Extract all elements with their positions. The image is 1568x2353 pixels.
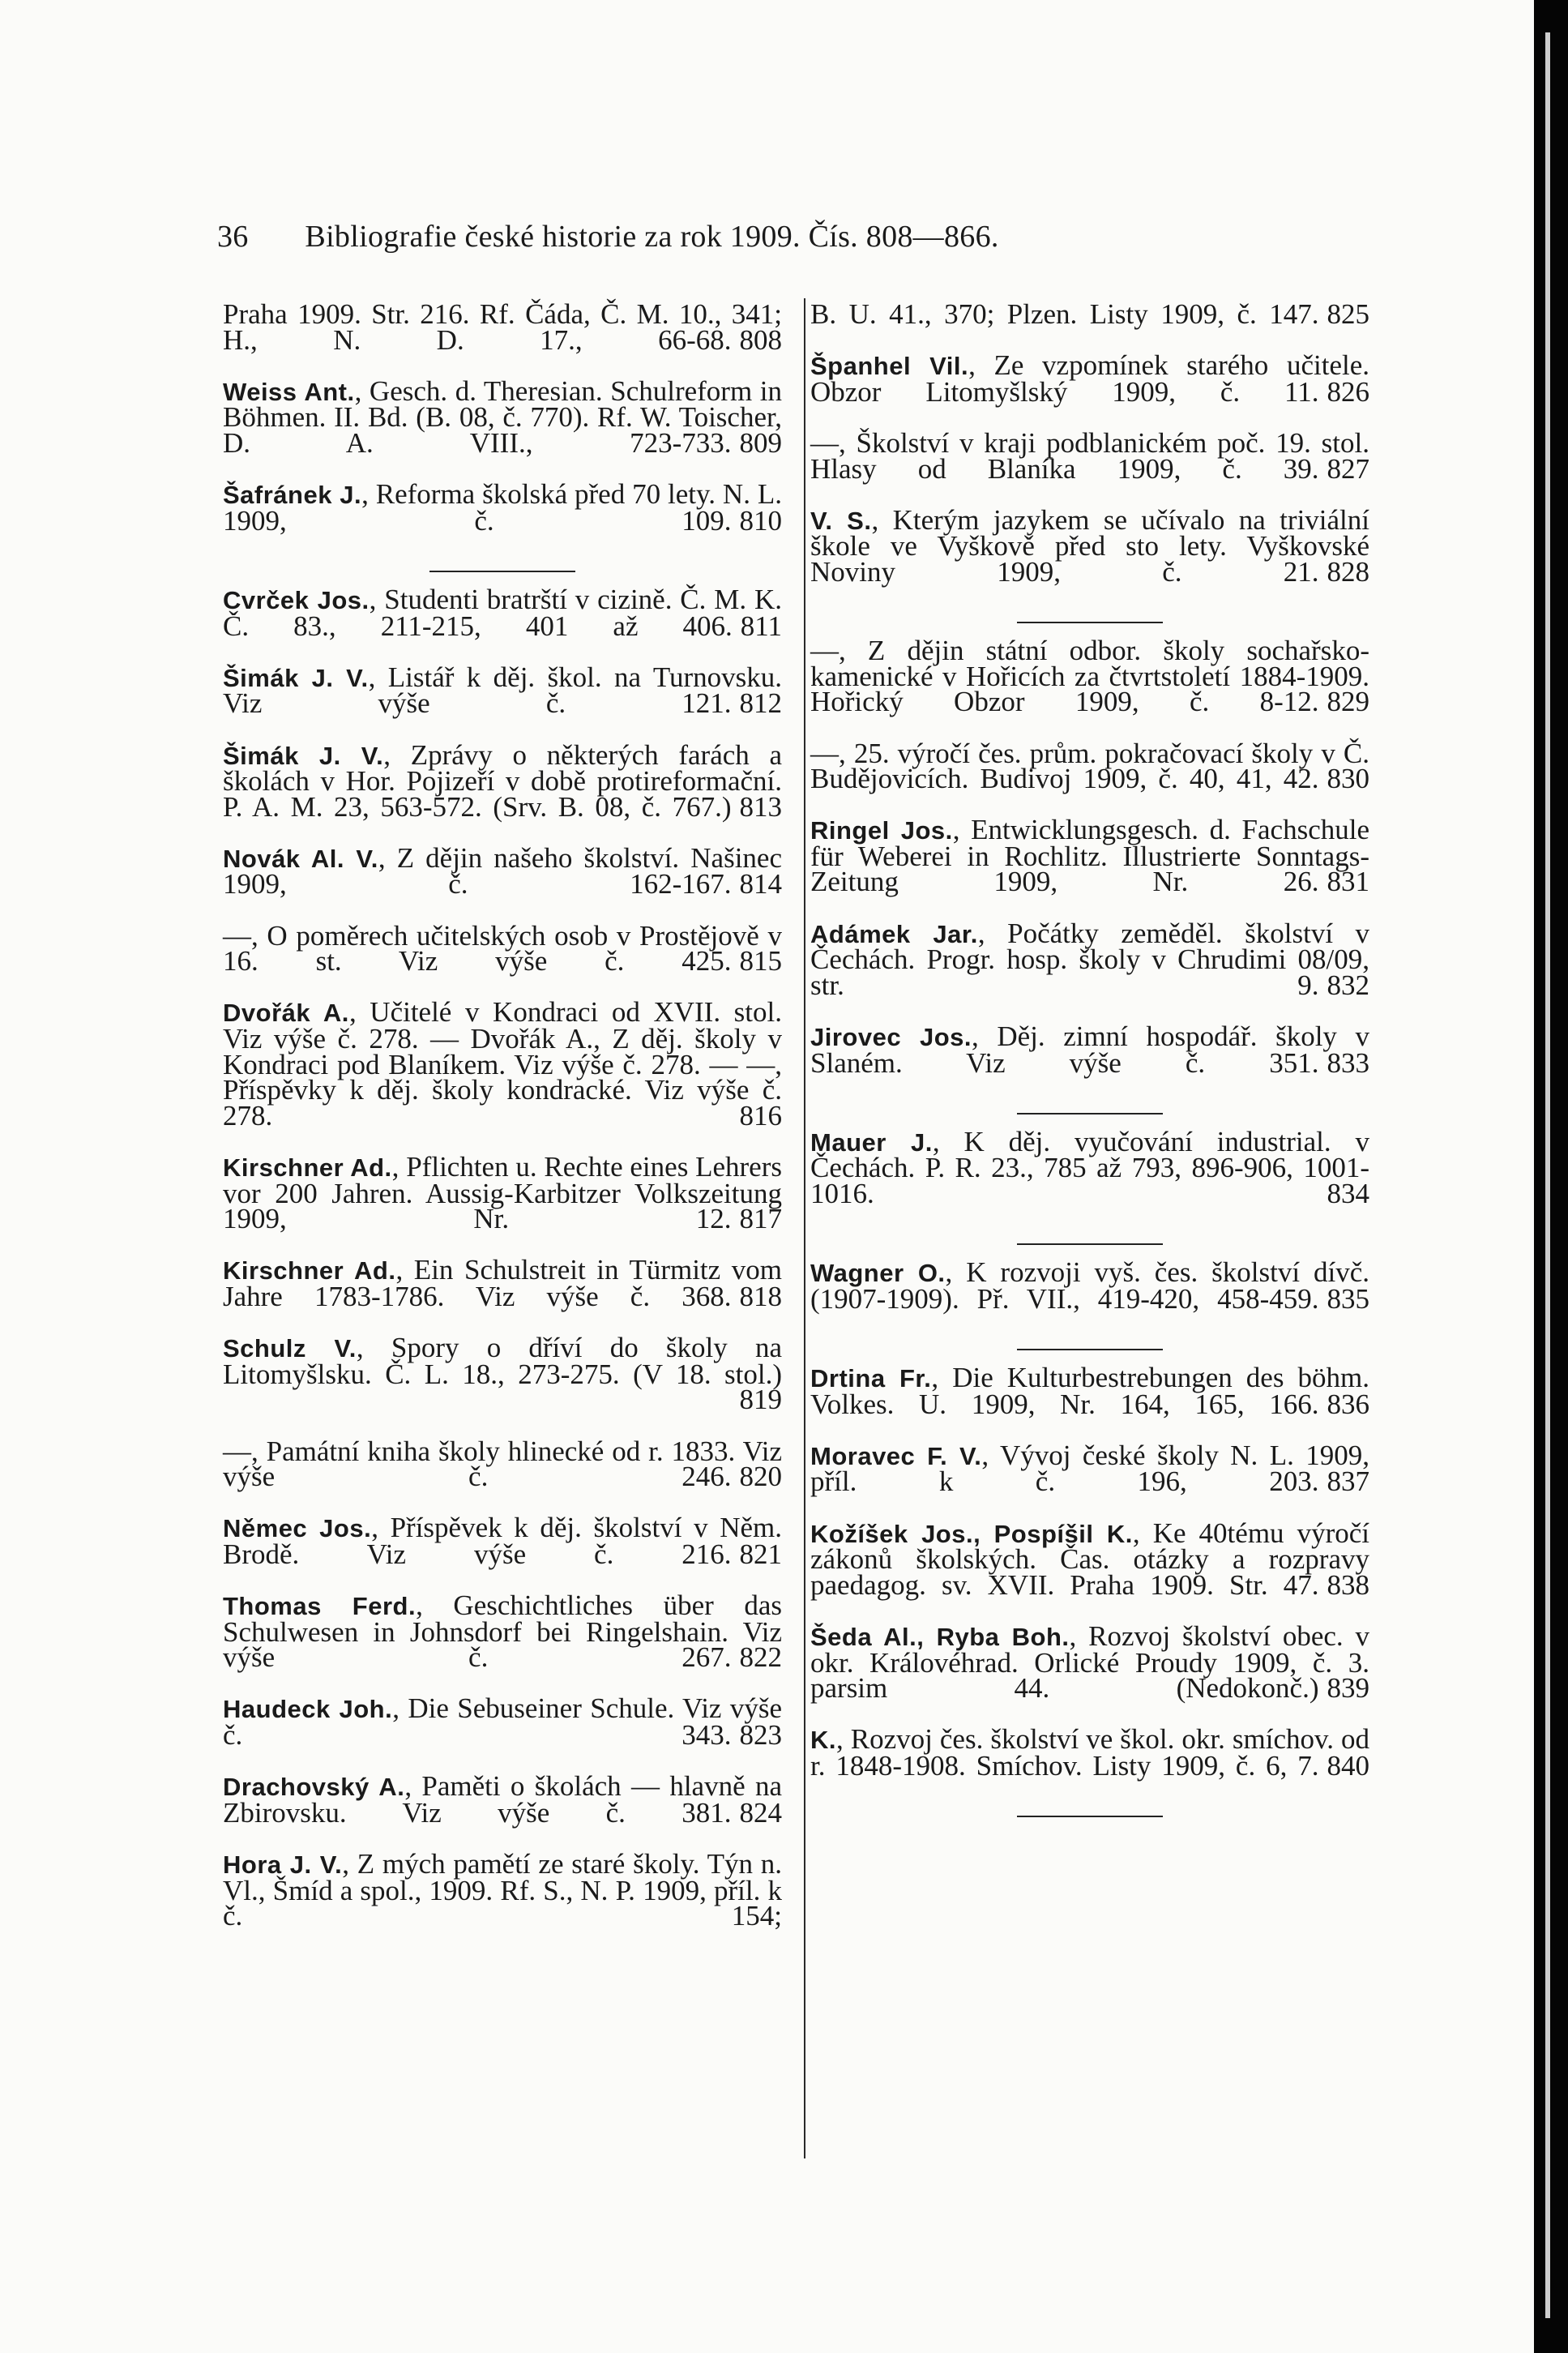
entry-text: —, Památní kniha školy hlinecké od r. 1833. Viz výše č. 246. bbox=[223, 1435, 782, 1493]
entry-text: , Z dějin našeho školství. Našinec 1909, č. 162-167. bbox=[223, 841, 782, 901]
author-name: Šimák J. V. bbox=[223, 741, 384, 770]
author-name: Kirschner Ad. bbox=[223, 1256, 396, 1286]
bibliography-entry bbox=[223, 1512, 782, 1593]
entry-text: , Učitelé v Kondraci od XVII. stol. Viz výše č. 278. — Dvořák A., Z děj. školy v Kondraci pod Blaníkem. Viz výše č. 278. — —, Příspěvky k děj. školy kondracké. Viz výše č. 278. bbox=[223, 996, 782, 1132]
bibliography-entry bbox=[223, 478, 782, 559]
author-name: Šimák J. V. bbox=[223, 663, 369, 692]
scan-edge bbox=[1534, 0, 1568, 2353]
entry-number: 840 bbox=[1327, 1749, 1369, 1782]
entry-number: 837 bbox=[1327, 1465, 1369, 1498]
entry-number: 825 bbox=[1327, 298, 1369, 330]
entry-number: 831 bbox=[1327, 866, 1369, 898]
bibliography-entry bbox=[223, 996, 782, 1154]
entry-text: , Studenti bratrští v cizině. Č. M. K. Č. 83., 211-215, 401 až 406. bbox=[223, 583, 783, 642]
bibliography-entry bbox=[810, 1517, 1369, 1624]
bibliography-entry bbox=[810, 1723, 1369, 1804]
bibliography-entry bbox=[223, 1692, 783, 1773]
section-separator bbox=[1017, 622, 1163, 623]
entry-number: 814 bbox=[739, 868, 782, 901]
bibliography-entry bbox=[223, 583, 783, 665]
bibliography-entry bbox=[223, 1848, 782, 1954]
entry-number: 823 bbox=[739, 1719, 782, 1752]
entry-number: 819 bbox=[739, 1384, 782, 1416]
entry-text: , Die Kulturbestrebungen des böhm. Volkes. U. 1909, Nr. 164, 165, 166. bbox=[810, 1361, 1369, 1420]
entry-number: 808 bbox=[739, 323, 782, 356]
entry-text: , Zprávy o některých farách a školách v Hor. Pojizeří v době protireformační. P. A. M. 23, 563-572. (Srv. B. 08, č. 767.) bbox=[223, 738, 782, 823]
section-separator bbox=[1017, 1113, 1163, 1114]
entry-number: 830 bbox=[1327, 763, 1369, 795]
entry-text: , Listář k děj. škol. na Turnovsku. Viz výše č. 121. bbox=[223, 661, 782, 720]
entry-number: 813 bbox=[739, 790, 782, 823]
entry-text: , Paměti o školách — hlavně na Zbirovsku. Viz výše č. 381. bbox=[223, 1770, 782, 1829]
author-name: K. bbox=[810, 1726, 836, 1755]
bibliography-entry bbox=[223, 374, 782, 481]
author-name: Němec Jos. bbox=[223, 1514, 372, 1543]
author-name: Novák Al. V. bbox=[223, 844, 378, 873]
entry-number: 818 bbox=[739, 1280, 782, 1312]
bibliography-entry bbox=[223, 661, 782, 742]
entry-number: 838 bbox=[1327, 1568, 1369, 1601]
author-name: Thomas Ferd. bbox=[223, 1592, 417, 1621]
page-number: 36 bbox=[217, 220, 249, 254]
right-column bbox=[810, 298, 1369, 1832]
bibliography-entry bbox=[810, 1619, 1369, 1726]
entry-text: , Rozvoj čes. školství ve škol. okr. smíchov. od r. 1848-1908. Smíchov. Listy 1909, č. 6, 7. bbox=[810, 1723, 1369, 1782]
bibliography-entry bbox=[223, 1254, 783, 1335]
entry-text: —, Z dějin státní odbor. školy sochařsko-kamenické v Hořicích za čtvrtstoletí 1884-1909. Hořický Obzor 1909, č. 8-12. bbox=[810, 635, 1369, 718]
entry-text: , Ke 40tému výročí zákonů školských. Čas. otázky a rozpravy paedagog. sv. XVII. Praha 1909. Str. 47. bbox=[810, 1517, 1369, 1601]
entry-number: 833 bbox=[1327, 1046, 1369, 1079]
entry-number: 816 bbox=[739, 1099, 782, 1132]
entry-text: , Gesch. d. Theresian. Schulreform in Böhmen. II. Bd. (B. 08, č. 770). Rf. W. Toischer, D. A. VIII., 723-733. bbox=[223, 374, 782, 459]
bibliography-entry bbox=[223, 738, 782, 845]
entry-number: 836 bbox=[1327, 1388, 1369, 1420]
entry-text: —, Školství v kraji podblanickém poč. 19. stol. Hlasy od Blaníka 1909, č. 39. bbox=[810, 426, 1369, 485]
column-divider bbox=[804, 298, 805, 2158]
bibliography-entry bbox=[223, 1332, 782, 1438]
entry-number: 835 bbox=[1327, 1282, 1369, 1315]
entry-text: , Entwicklungsgesch. d. Fachschule für Weberei in Rochlitz. Illustrierte Sonntags-Zeitung 1909, Nr. 26. bbox=[810, 814, 1369, 898]
author-name: Wagner O. bbox=[810, 1259, 946, 1288]
bibliography-entry bbox=[223, 1435, 782, 1516]
entry-text: , Pflichten u. Rechte eines Lehrers vor 200 Jahren. Aussig-Karbitzer Volkszeitung 1909, Nr. 12. bbox=[223, 1151, 782, 1235]
bibliography-entry bbox=[810, 1256, 1369, 1337]
entry-number: 820 bbox=[739, 1461, 782, 1493]
entry-text: , Ze vzpomínek starého učitele. Obzor Litomyšlský 1909, č. 11. bbox=[810, 349, 1369, 408]
author-name: Jirovec Jos. bbox=[810, 1023, 972, 1052]
section-separator bbox=[1017, 1816, 1163, 1817]
entry-number: 828 bbox=[1327, 555, 1369, 588]
entry-number: 815 bbox=[739, 945, 782, 978]
entry-text: , K rozvoji vyš. čes. školství dívč. (1907-1909). Př. VII., 419-420, 458-459. bbox=[810, 1256, 1369, 1315]
bibliography-entry bbox=[810, 737, 1369, 818]
bibliography-entry bbox=[810, 1020, 1369, 1102]
bibliography-entry bbox=[810, 1361, 1369, 1443]
author-name: Španhel Vil. bbox=[810, 352, 969, 381]
bibliography-entry bbox=[223, 841, 782, 923]
author-name: Moravec F. V. bbox=[810, 1441, 982, 1470]
entry-number: 826 bbox=[1327, 375, 1369, 408]
author-name: Haudeck Joh. bbox=[223, 1695, 393, 1724]
entry-text: , Děj. zimní hospodář. školy v Slaném. Viz výše č. 351. bbox=[810, 1020, 1369, 1079]
entry-text: , Kterým jazykem se učívalo na triviální škole ve Vyškově před sto lety. Vyškovské Noviny 1909, č. 21. bbox=[810, 503, 1369, 588]
entry-text: B. U. 41., 370; Plzen. Listy 1909, č. 147. bbox=[810, 298, 1319, 330]
entry-number: 827 bbox=[1327, 452, 1369, 485]
section-separator bbox=[1017, 1243, 1163, 1245]
entry-number: 824 bbox=[739, 1796, 782, 1829]
bibliography-entry bbox=[810, 426, 1369, 507]
entry-number: 829 bbox=[1327, 686, 1369, 718]
entry-text: —, O poměrech učitelských osob v Prostějově v 16. st. Viz výše č. 425. bbox=[223, 919, 782, 978]
author-name: Kožíšek Jos., Pospíšil K. bbox=[810, 1519, 1133, 1548]
bibliography-entry bbox=[810, 814, 1369, 920]
page-header bbox=[217, 219, 1352, 255]
bibliography-entry bbox=[810, 503, 1369, 610]
entry-number: 832 bbox=[1327, 969, 1369, 1001]
entry-text: , Rozvoj školství obec. v okr. Královéhrad. Orlické Proudy 1909, č. 3. parsim 44. (Nedokonč.) bbox=[810, 1619, 1369, 1705]
entry-text: —, 25. výročí čes. prům. pokračovací školy v Č. Budějovicích. Budivoj 1909, č. 40, 41, 42. bbox=[810, 737, 1369, 795]
entry-number: 822 bbox=[739, 1641, 782, 1674]
entry-text: , Vývoj české školy N. L. 1909, příl. k č. 196, 203. bbox=[810, 1439, 1369, 1498]
entry-text: , Počátky zeměděl. školství v Čechách. Progr. hosp. školy v Chrudimi 08/09, str. 9. bbox=[810, 917, 1369, 1001]
author-name: Šafránek J. bbox=[223, 481, 362, 510]
bibliography-entry bbox=[223, 298, 782, 379]
bibliography-entry bbox=[810, 1125, 1369, 1232]
author-name: Schulz V. bbox=[223, 1334, 357, 1363]
entry-number: 834 bbox=[1327, 1178, 1369, 1209]
bibliography-entry bbox=[810, 917, 1369, 1024]
entry-text: , Geschichtliches über das Schulwesen in Johnsdorf bei Ringelshain. Viz výše č. 267. bbox=[223, 1589, 782, 1674]
entry-text: , Die Sebuseiner Schule. Viz výše č. 343. bbox=[223, 1692, 783, 1752]
bibliography-entry bbox=[810, 1439, 1369, 1521]
entry-text: , K děj. vyučování industrial. v Čechách. P. R. 23., 785 až 793, 896-906, 1001-1016. bbox=[810, 1125, 1369, 1209]
entry-number: 809 bbox=[739, 426, 782, 459]
author-name: Drachovský A. bbox=[223, 1773, 405, 1802]
entry-text: , Spory o dříví do školy na Litomyšlsku. Č. L. 18., 273-275. (V 18. stol.) bbox=[223, 1332, 782, 1390]
author-name: Šeda Al., Ryba Boh. bbox=[810, 1622, 1070, 1651]
author-name: Adámek Jar. bbox=[810, 919, 978, 948]
entry-text: , Ein Schulstreit in Türmitz vom Jahre 1783-1786. Viz výše č. 368. bbox=[223, 1254, 783, 1312]
author-name: Dvořák A. bbox=[223, 999, 349, 1028]
entry-text: , Reforma školská před 70 lety. N. L. 1909, č. 109. bbox=[223, 478, 782, 537]
entry-number: 812 bbox=[739, 687, 782, 720]
bibliography-entry bbox=[223, 1589, 782, 1696]
author-name: Weiss Ant. bbox=[223, 377, 355, 406]
entry-text: , Z mých pamětí ze staré školy. Týn n. Vl., Šmíd a spol., 1909. Rf. S., N. P. 1909, příl. k č. 154; bbox=[223, 1848, 782, 1932]
running-title: Bibliografie české historie za rok 1909. Čís. 808—866. bbox=[305, 220, 999, 254]
left-column bbox=[223, 298, 783, 1954]
author-name: Cvrček Jos. bbox=[223, 585, 370, 614]
bibliography-entry bbox=[223, 1151, 782, 1257]
author-name: Mauer J. bbox=[810, 1127, 933, 1157]
section-separator bbox=[429, 571, 575, 572]
bibliography-entry bbox=[223, 1770, 782, 1851]
bibliography-entry bbox=[223, 919, 782, 1000]
author-name: Kirschner Ad. bbox=[223, 1153, 392, 1182]
author-name: V. S. bbox=[810, 506, 872, 535]
entry-number: 817 bbox=[739, 1203, 782, 1235]
entry-number: 811 bbox=[740, 610, 782, 642]
bibliography-entry bbox=[810, 298, 1369, 353]
bibliography-entry bbox=[810, 635, 1369, 740]
author-name: Drtina Fr. bbox=[810, 1363, 932, 1393]
entry-number: 839 bbox=[1327, 1672, 1369, 1705]
entry-text: , Příspěvek k děj. školství v Něm. Brodě. Viz výše č. 216. bbox=[223, 1512, 782, 1570]
entry-number: 821 bbox=[739, 1538, 782, 1570]
author-name: Hora J. V. bbox=[223, 1850, 343, 1880]
bibliography-entry bbox=[810, 349, 1369, 430]
section-separator bbox=[1017, 1349, 1163, 1350]
author-name: Ringel Jos. bbox=[810, 816, 953, 845]
entry-text: Praha 1909. Str. 216. Rf. Čáda, Č. M. 10., 341; H., N. D. 17., 66-68. bbox=[223, 298, 782, 356]
entry-number: 810 bbox=[739, 504, 782, 537]
